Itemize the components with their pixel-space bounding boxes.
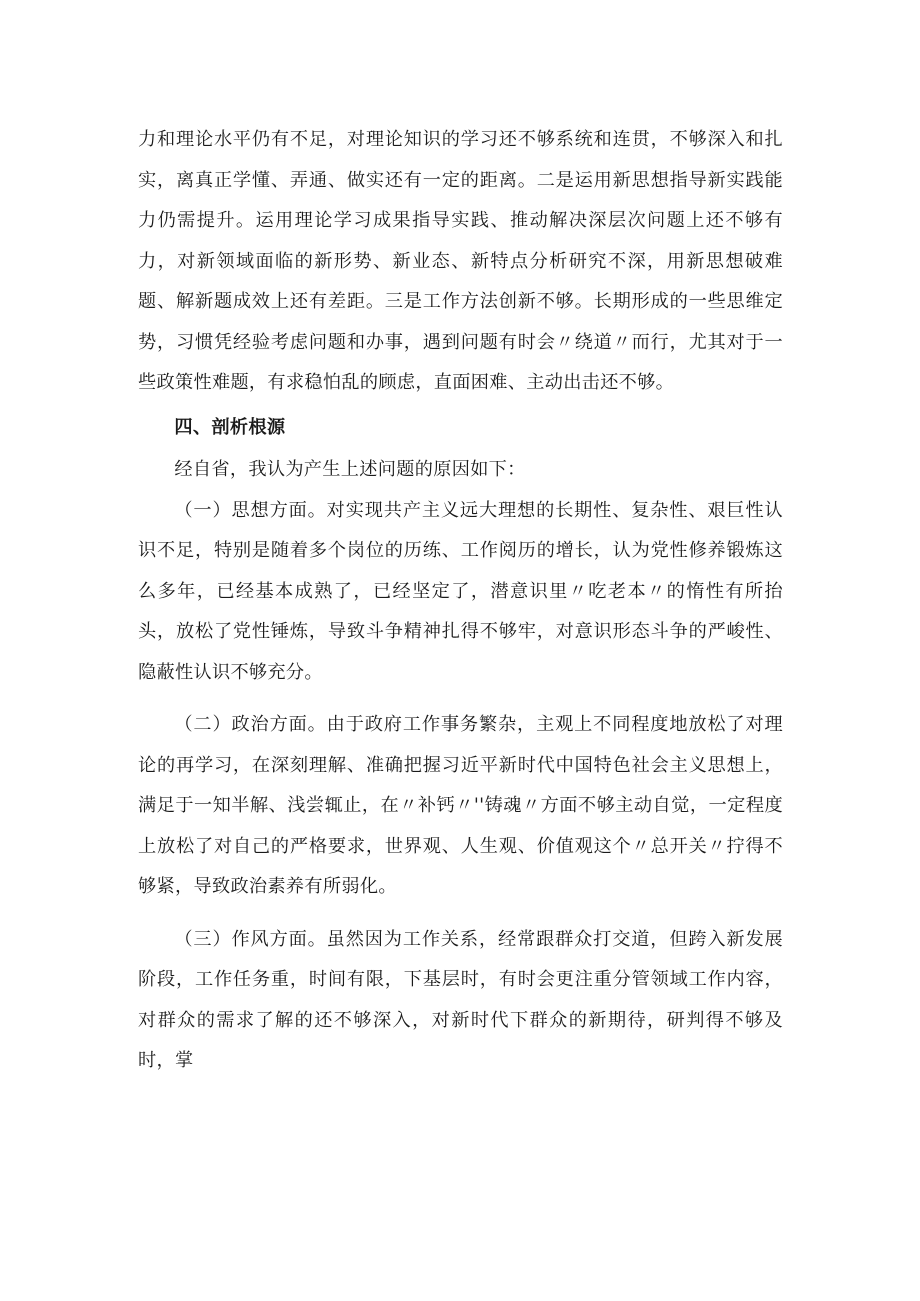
document-body [138,120,783,1082]
section-heading-root-cause: 四、剖析根源 [174,416,286,438]
paragraph-intro: 经自省，我认为产生上述问题的原因如下： [174,459,526,480]
paragraph-work-style: （三）作风方面。虽然因为工作关系，经常跟群众打交道，但跨入新发展阶段，工作任务重，时间有限，下基层时，有时会更注重分管领域工作内容，对群众的需求了解的还不够深入，对新时代下群众的新期待，研判得不够及时，掌 [138,928,783,1071]
paragraph-continuation: 力和理论水平仍有不足，对理论知识的学习还不够系统和连贯，不够深入和扎实，离真正学懂、弄通、做实还有一定的距离。二是运用新思想指导新实践能力仍需提升。运用理论学习成果指导实践、推动解决深层次问题上还不够有力，对新领域面临的新形势、新业态、新特点分析研究不深，用新思想破难题、解新题成效上还有差距。三是工作方法创新不够。长期形成的一些思维定势，习惯凭经验考虑问题和办事，遇到问题有时会〃绕道〃而行，尤其对于一些政策性难题，有求稳怕乱的顾虑，直面困难、主动出击还不够。 [138,129,783,393]
paragraph-ideology: （一）思想方面。对实现共产主义远大理想的长期性、复杂性、艰巨性认识不足，特别是随着多个岗位的历练、工作阅历的增长，认为党性修养锻炼这么多年，已经基本成熟了，已经坚定了，潜意识里〃吃老本〃的惰性有所抬头，放松了党性锤炼，导致斗争精神扎得不够牢，对意识形态斗争的严峻性、隐蔽性认识不够充分。 [138,499,783,683]
paragraph-politics: （二）政治方面。由于政府工作事务繁杂，主观上不同程度地放松了对理论的再学习，在深刻理解、准确把握习近平新时代中国特色社会主义思想上，满足于一知半解、浅尝辄止，在〃补钙〃''铸魂〃方面不够主动自觉，一定程度上放松了对自己的严格要求，世界观、人生观、价值观这个〃总开关〃拧得不够紧，导致政治素养有所弱化。 [138,714,783,897]
